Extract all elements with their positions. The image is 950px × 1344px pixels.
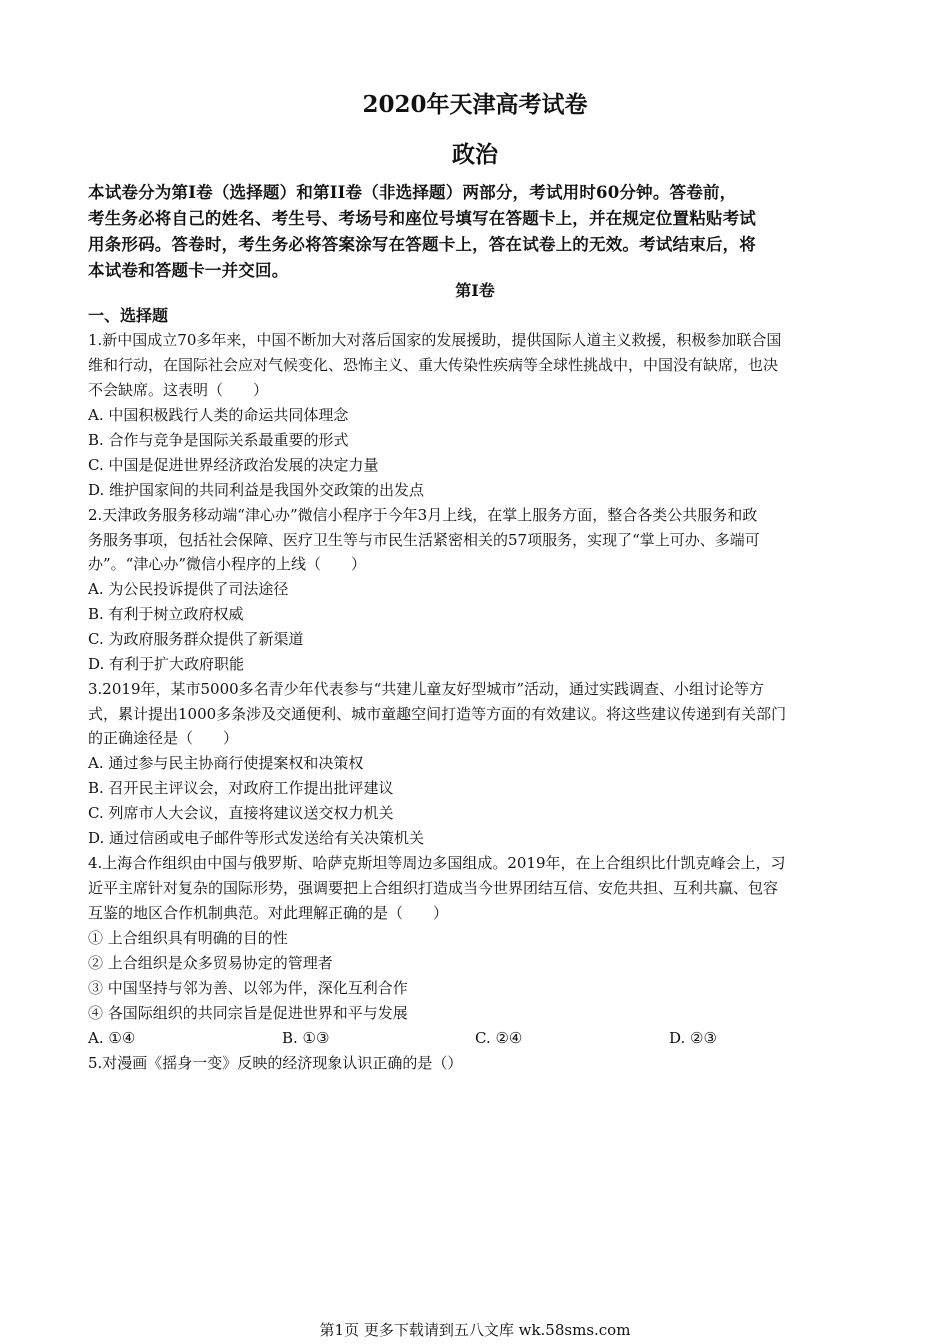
volume-label: 第Ⅰ卷 bbox=[455, 281, 495, 300]
q4-stem-line: 近平主席针对复杂的国际形势，强调要把上合组织打造成当今世界团结互信、安危共担、互利共赢、包容 bbox=[88, 879, 779, 897]
q4-option-d: D. ②③ bbox=[669, 1029, 717, 1047]
q4-option-c: C. ②④ bbox=[475, 1029, 523, 1047]
exam-title: 2020年天津高考试卷 bbox=[362, 91, 588, 118]
q4-statement-1: ① 上合组织具有明确的目的性 bbox=[88, 929, 288, 947]
q2-option-a: A. 为公民投诉提供了司法途径 bbox=[88, 580, 289, 598]
page-footer: 第1页 更多下载请到五八文库 wk.58sms.com bbox=[319, 1321, 631, 1339]
q4-stem-line: 互鉴的地区合作机制典范。对此理解正确的是（ ） bbox=[88, 904, 449, 922]
q1-option-b: B. 合作与竞争是国际关系最重要的形式 bbox=[88, 431, 349, 449]
q1-stem-line: 1.新中国成立70多年来，中国不断加大对落后国家的发展援助，提供国际人道主义救援，积极参加联合国 bbox=[88, 331, 782, 349]
q2-option-c: C. 为政府服务群众提供了新渠道 bbox=[88, 630, 304, 648]
q4-statement-2: ② 上合组织是众多贸易协定的管理者 bbox=[88, 954, 333, 972]
instruction-line: 本试卷分为第Ⅰ卷（选择题）和第II卷（非选择题）两部分，考试用时60分钟。答卷前， bbox=[88, 183, 737, 202]
q1-stem-line: 不会缺席。这表明（ ） bbox=[88, 381, 269, 399]
q3-option-d: D. 通过信函或电子邮件等形式发送给有关决策机关 bbox=[88, 829, 425, 847]
q2-stem-line: 办”。“津心办”微信小程序的上线（ ） bbox=[88, 555, 367, 573]
instruction-line: 用条形码。答卷时，考生务必将答案涂写在答题卡上，答在试卷上的无效。考试结束后，将 bbox=[88, 235, 756, 254]
instruction-line: 考生务必将自己的姓名、考生号、考场号和座位号填写在答题卡上，并在规定位置粘贴考试 bbox=[88, 209, 756, 228]
q2-stem-line: 务服务事项，包括社会保障、医疗卫生等与市民生活紧密相关的57项服务，实现了“掌上可办、多端可 bbox=[88, 531, 760, 549]
q4-statement-4: ④ 各国际组织的共同宗旨是促进世界和平与发展 bbox=[88, 1004, 408, 1022]
q4-statement-3: ③ 中国坚持与邻为善、以邻为伴，深化互利合作 bbox=[88, 979, 408, 997]
section-heading: 一、选择题 bbox=[88, 306, 169, 325]
q4-stem-line: 4.上海合作组织由中国与俄罗斯、哈萨克斯坦等周边多国组成。2019年，在上合组织比什凯克峰会上，习 bbox=[88, 854, 786, 872]
q2-stem-line: 2.天津政务服务移动端“津心办”微信小程序于今年3月上线，在掌上服务方面，整合各类公共服务和政 bbox=[88, 506, 758, 524]
q5-stem-line: 5.对漫画《摇身一变》反映的经济现象认识正确的是（） bbox=[88, 1054, 463, 1072]
q2-option-d: D. 有利于扩大政府职能 bbox=[88, 655, 245, 673]
q1-option-c: C. 中国是促进世界经济政治发展的决定力量 bbox=[88, 456, 379, 474]
instruction-line: 本试卷和答题卡一并交回。 bbox=[88, 261, 289, 280]
q1-option-a: A. 中国积极践行人类的命运共同体理念 bbox=[88, 406, 349, 424]
q2-option-b: B. 有利于树立政府权威 bbox=[88, 605, 244, 623]
q3-stem-line: 3.2019年，某市5000多名青少年代表参与“共建儿童友好型城市”活动，通过实践调查、小组讨论等方 bbox=[88, 680, 765, 698]
q4-option-a: A. ①④ bbox=[88, 1029, 136, 1047]
q3-option-b: B. 召开民主评议会，对政府工作提出批评建议 bbox=[88, 779, 394, 797]
q1-stem-line: 维和行动，在国际社会应对气候变化、恐怖主义、重大传染性疾病等全球性挑战中，中国没有缺席，也决 bbox=[88, 356, 779, 374]
q4-options-row bbox=[88, 1027, 878, 1049]
q3-option-c: C. 列席市人大会议，直接将建议送交权力机关 bbox=[88, 804, 394, 822]
q3-stem-line: 式，累计提出1000多条涉及交通便利、城市童趣空间打造等方面的有效建议。将这些建议传递到有关部门 bbox=[88, 705, 787, 723]
instructions bbox=[88, 180, 866, 284]
q3-stem-line: 的正确途径是（ ） bbox=[88, 729, 239, 747]
q4-option-b: B. ①③ bbox=[282, 1029, 330, 1047]
q3-option-a: A. 通过参与民主协商行使提案权和决策权 bbox=[88, 754, 364, 772]
subject-title: 政治 bbox=[452, 141, 498, 168]
q1-option-d: D. 维护国家间的共同利益是我国外交政策的出发点 bbox=[88, 481, 425, 499]
